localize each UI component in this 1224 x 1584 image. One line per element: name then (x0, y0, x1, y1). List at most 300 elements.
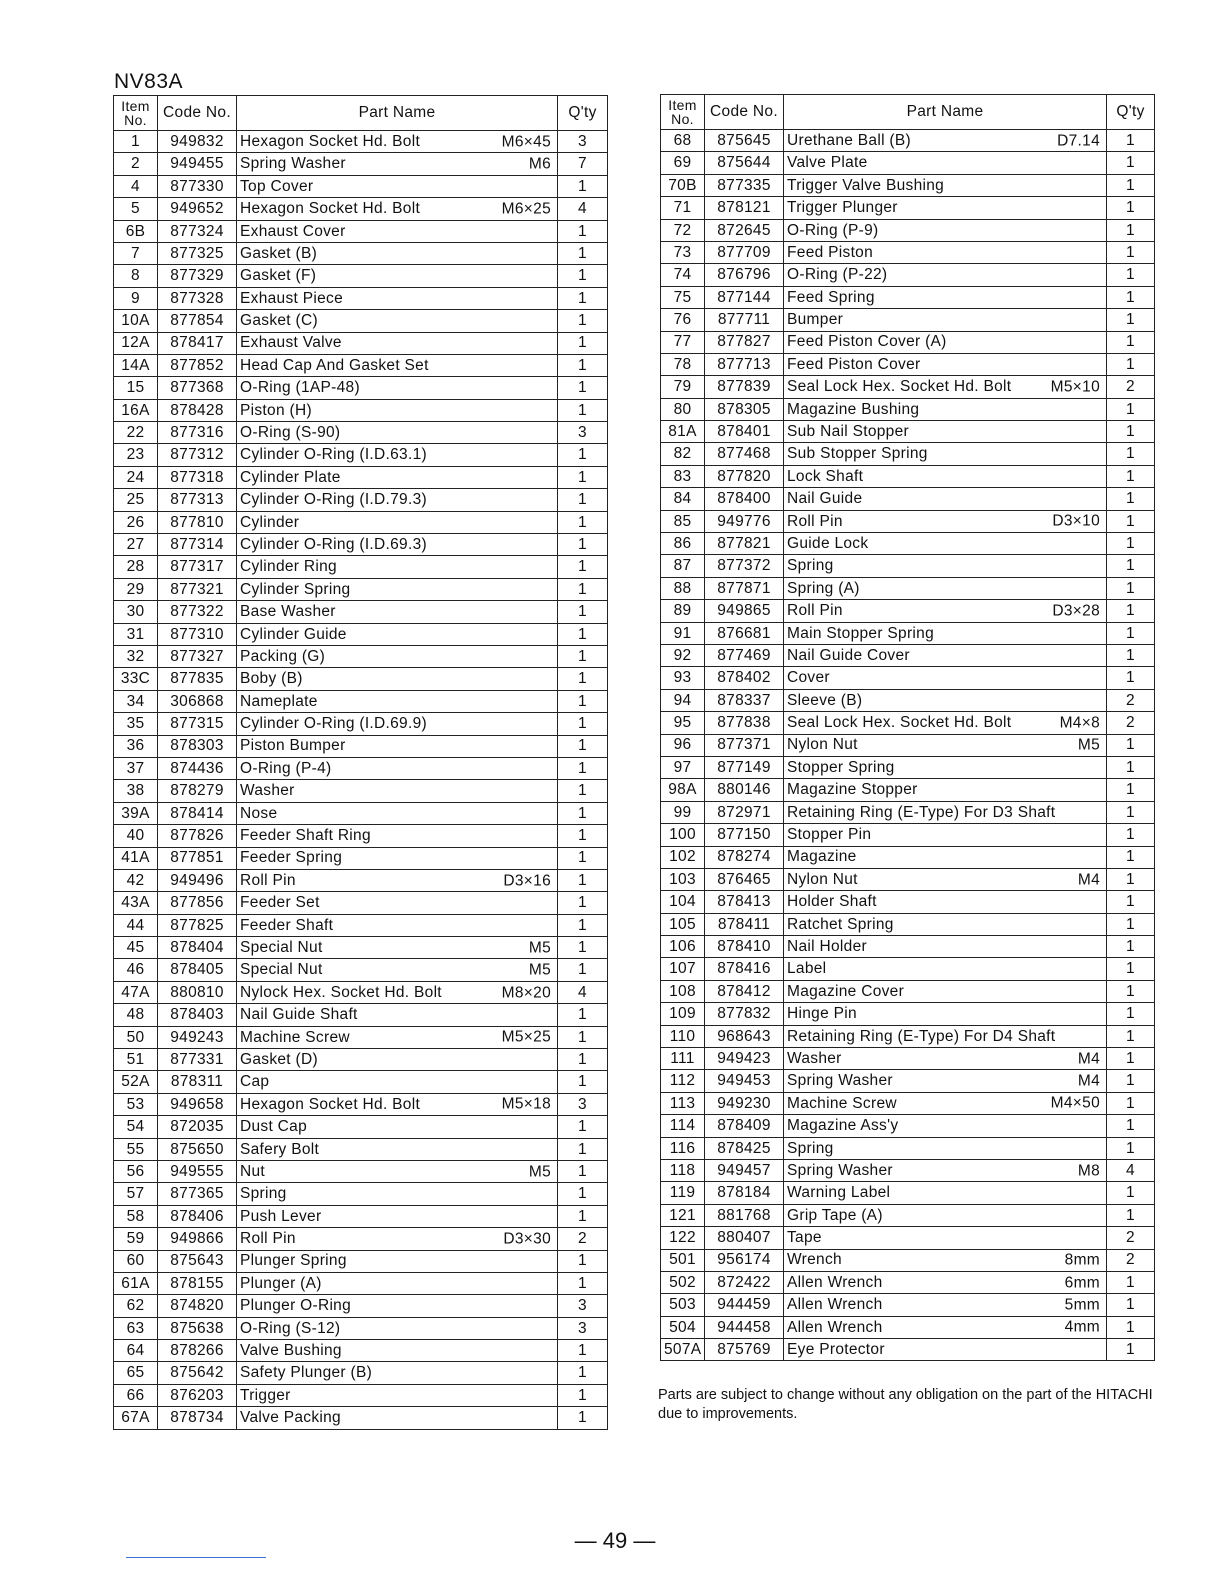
part-name-cell (237, 735, 558, 757)
table-row (661, 1271, 1155, 1293)
code-no: 877835 (158, 668, 237, 690)
table-row (661, 712, 1155, 734)
quantity: 1 (558, 690, 608, 712)
part-name: Plunger O-Ring (240, 1297, 352, 1315)
qty-header: Q'ty (1107, 95, 1155, 130)
item-no: 116 (661, 1137, 705, 1159)
part-name: Trigger (240, 1386, 291, 1404)
part-name: Magazine Bushing (787, 400, 920, 418)
table-row (114, 601, 608, 623)
part-spec: D7.14 (1057, 131, 1100, 149)
table-row (114, 847, 608, 869)
quantity: 1 (558, 847, 608, 869)
part-name-cell (237, 802, 558, 824)
part-name: Spring (787, 557, 834, 575)
code-no: 877709 (705, 241, 784, 263)
table-row (114, 713, 608, 735)
quantity: 1 (1107, 980, 1155, 1002)
table-row (114, 757, 608, 779)
code-no: 877314 (158, 534, 237, 556)
part-name-cell (237, 511, 558, 533)
code-no: 944459 (705, 1294, 784, 1316)
part-name-cell (237, 1183, 558, 1205)
part-name: Washer (787, 1049, 842, 1067)
item-no: 113 (661, 1092, 705, 1114)
code-no: 878409 (705, 1115, 784, 1137)
part-name: Safery Bolt (240, 1140, 320, 1158)
table-row (114, 332, 608, 354)
code-no: 874820 (158, 1295, 237, 1317)
table-row (661, 734, 1155, 756)
code-no: 877331 (158, 1049, 237, 1071)
item-no: 106 (661, 936, 705, 958)
part-spec: M5×25 (501, 1028, 551, 1046)
part-name: Cap (240, 1073, 270, 1091)
part-name: Label (787, 960, 827, 978)
part-name: Gasket (B) (240, 244, 318, 262)
part-name-cell (237, 310, 558, 332)
part-name: Nail Holder (787, 938, 867, 955)
table-row (114, 466, 608, 488)
quantity: 1 (558, 802, 608, 824)
quantity: 1 (1107, 824, 1155, 846)
item-no: 24 (114, 466, 158, 488)
part-name: Machine Screw (787, 1094, 897, 1112)
item-no: 118 (661, 1159, 705, 1181)
item-no-header: Item No. (661, 95, 705, 130)
code-no-header: Code No. (705, 95, 784, 130)
item-no: 87 (661, 555, 705, 577)
table-row (114, 914, 608, 936)
part-name: Plunger (A) (240, 1274, 322, 1292)
part-name: Sub Nail Stopper (787, 423, 909, 441)
part-name: Packing (G) (240, 647, 326, 665)
part-name: Sleeve (B) (787, 691, 863, 709)
part-name-cell (237, 1340, 558, 1362)
part-name-cell (237, 153, 558, 175)
code-no: 878279 (158, 780, 237, 802)
item-no: 33C (114, 668, 158, 690)
part-name-cell (237, 645, 558, 667)
part-name: Cylinder Guide (240, 625, 347, 643)
part-name-cell (784, 421, 1107, 443)
table-row (661, 1003, 1155, 1025)
item-no: 80 (661, 398, 705, 420)
table-row (114, 937, 608, 959)
quantity: 1 (1107, 667, 1155, 689)
table-row (661, 1204, 1155, 1226)
code-no: 877821 (705, 533, 784, 555)
quantity: 1 (558, 1250, 608, 1272)
table-row (661, 1048, 1155, 1070)
table-row (114, 578, 608, 600)
code-no: 876796 (705, 264, 784, 286)
part-name: Magazine Stopper (787, 781, 918, 799)
item-no: 6B (114, 220, 158, 242)
table-row (661, 152, 1155, 174)
part-name: Eye Protector (787, 1341, 885, 1359)
quantity: 3 (558, 1317, 608, 1339)
table-row (114, 690, 608, 712)
quantity: 1 (558, 713, 608, 735)
part-name: Nose (240, 804, 278, 822)
quantity: 2 (558, 1228, 608, 1250)
code-no: 877328 (158, 287, 237, 309)
code-no: 878402 (705, 667, 784, 689)
quantity: 1 (558, 556, 608, 578)
part-name: O-Ring (P-4) (240, 759, 332, 777)
item-no: 36 (114, 735, 158, 757)
table-row (114, 354, 608, 376)
quantity: 1 (558, 399, 608, 421)
part-name-cell (237, 422, 558, 444)
table-row (114, 802, 608, 824)
quantity: 1 (558, 466, 608, 488)
part-name-cell (784, 1271, 1107, 1293)
part-name: Feed Piston (787, 243, 874, 261)
part-name: Roll Pin (240, 871, 296, 889)
part-name: Urethane Ball (B) (787, 131, 911, 149)
item-no: 47A (114, 981, 158, 1003)
quantity: 1 (1107, 600, 1155, 622)
quantity: 1 (1107, 465, 1155, 487)
code-no: 877330 (158, 175, 237, 197)
part-name-cell (784, 286, 1107, 308)
quantity: 1 (1107, 421, 1155, 443)
item-no: 78 (661, 353, 705, 375)
code-no: 880146 (705, 779, 784, 801)
quantity: 1 (1107, 1025, 1155, 1047)
part-name-cell (784, 891, 1107, 913)
quantity: 1 (558, 310, 608, 332)
item-no: 109 (661, 1003, 705, 1025)
part-name: Spring (A) (787, 579, 860, 597)
item-no: 50 (114, 1026, 158, 1048)
item-no: 122 (661, 1227, 705, 1249)
part-name: Main Stopper Spring (787, 624, 935, 642)
table-row (114, 645, 608, 667)
item-no: 8 (114, 265, 158, 287)
item-no: 111 (661, 1048, 705, 1070)
table-row (661, 667, 1155, 689)
item-no: 77 (661, 331, 705, 353)
item-no: 107 (661, 958, 705, 980)
item-no: 38 (114, 780, 158, 802)
part-name-cell (784, 309, 1107, 331)
part-name: Stopper Spring (787, 758, 895, 776)
table-row (661, 779, 1155, 801)
part-spec: D3×30 (503, 1230, 551, 1248)
quantity: 1 (558, 444, 608, 466)
item-no: 105 (661, 913, 705, 935)
code-no: 877852 (158, 354, 237, 376)
code-no: 877832 (705, 1003, 784, 1025)
quantity: 1 (558, 175, 608, 197)
item-no: 25 (114, 489, 158, 511)
part-name: Magazine Ass'y (787, 1117, 899, 1135)
part-name-cell (237, 1205, 558, 1227)
table-row (114, 1205, 608, 1227)
part-name: Feeder Set (240, 894, 320, 912)
part-name-cell (784, 1182, 1107, 1204)
code-no: 877324 (158, 220, 237, 242)
table-row (661, 936, 1155, 958)
part-name: Base Washer (240, 603, 336, 621)
part-name: Nylock Hex. Socket Hd. Bolt (240, 983, 442, 1001)
item-no: 10A (114, 310, 158, 332)
code-no: 944458 (705, 1316, 784, 1338)
quantity: 1 (1107, 398, 1155, 420)
part-name: Hexagon Socket Hd. Bolt (240, 132, 421, 150)
part-name: Tape (787, 1229, 822, 1247)
part-name: Hinge Pin (787, 1005, 857, 1023)
table-row (114, 668, 608, 690)
table-row (661, 1115, 1155, 1137)
quantity: 1 (558, 735, 608, 757)
table-row (661, 1092, 1155, 1114)
part-name-cell (784, 1092, 1107, 1114)
parts-table-right-body (661, 130, 1155, 1361)
item-no: 29 (114, 578, 158, 600)
part-name-cell (237, 601, 558, 623)
quantity: 1 (1107, 1070, 1155, 1092)
code-no: 877310 (158, 623, 237, 645)
part-name: Stopper Pin (787, 826, 872, 844)
part-name-cell (237, 937, 558, 959)
item-no: 504 (661, 1316, 705, 1338)
part-spec: 6mm (1064, 1273, 1100, 1291)
part-name-cell (784, 779, 1107, 801)
part-name: Boby (B) (240, 670, 303, 688)
item-no: 99 (661, 801, 705, 823)
code-no: 949832 (158, 131, 237, 153)
item-no: 88 (661, 577, 705, 599)
part-name: Special Nut (240, 939, 323, 956)
quantity: 1 (558, 780, 608, 802)
part-name-cell (237, 265, 558, 287)
item-no: 32 (114, 645, 158, 667)
part-name: Cylinder Ring (240, 558, 337, 576)
code-no: 878274 (705, 846, 784, 868)
part-name: Seal Lock Hex. Socket Hd. Bolt (787, 378, 1012, 396)
code-no: 949455 (158, 153, 237, 175)
part-name: Push Lever (240, 1207, 322, 1225)
item-no: 110 (661, 1025, 705, 1047)
quantity: 1 (1107, 1048, 1155, 1070)
part-spec: M8 (1077, 1161, 1100, 1179)
code-no: 949243 (158, 1026, 237, 1048)
part-name: Guide Lock (787, 534, 869, 552)
table-row (114, 1116, 608, 1138)
part-name-header: Part Name (237, 96, 558, 131)
item-no: 102 (661, 846, 705, 868)
part-name: Cylinder O-Ring (I.D.69.3) (240, 535, 427, 553)
quantity: 1 (558, 1026, 608, 1048)
code-no: 968643 (705, 1025, 784, 1047)
part-name: O-Ring (S-12) (240, 1319, 341, 1337)
code-no: 878405 (158, 959, 237, 981)
code-no: 880407 (705, 1227, 784, 1249)
table-row (114, 220, 608, 242)
code-no: 878425 (705, 1137, 784, 1159)
part-spec: M5 (1077, 736, 1100, 754)
part-name: Machine Screw (240, 1028, 350, 1046)
part-name: Feed Spring (787, 288, 875, 306)
part-name-cell (237, 892, 558, 914)
code-no: 877825 (158, 914, 237, 936)
table-row (661, 1249, 1155, 1271)
quantity: 1 (558, 1183, 608, 1205)
part-name-cell (784, 152, 1107, 174)
part-name: Holder Shaft (787, 893, 877, 911)
part-name: O-Ring (P-9) (787, 221, 879, 239)
quantity: 1 (1107, 936, 1155, 958)
item-no: 83 (661, 465, 705, 487)
code-no: 877368 (158, 377, 237, 399)
quantity: 2 (1107, 689, 1155, 711)
item-no: 74 (661, 264, 705, 286)
quantity: 1 (1107, 1003, 1155, 1025)
part-name: Plunger Spring (240, 1252, 347, 1270)
part-name: Retaining Ring (E-Type) For D4 Shaft (787, 1027, 1056, 1045)
item-no: 108 (661, 980, 705, 1002)
code-no: 877150 (705, 824, 784, 846)
part-name: Cylinder O-Ring (I.D.69.9) (240, 715, 427, 733)
part-name-cell (784, 734, 1107, 756)
part-name-cell (237, 959, 558, 981)
table-row (661, 264, 1155, 286)
quantity: 1 (558, 1138, 608, 1160)
quantity: 1 (558, 1116, 608, 1138)
part-spec: M4 (1077, 1072, 1100, 1090)
table-row (661, 510, 1155, 532)
part-spec: M5 (528, 961, 551, 979)
item-no: 26 (114, 511, 158, 533)
quantity: 1 (1107, 1204, 1155, 1226)
part-name: Cylinder O-Ring (I.D.79.3) (240, 491, 427, 509)
item-no-header: Item No. (114, 96, 158, 131)
item-no: 56 (114, 1160, 158, 1182)
item-no: 16A (114, 399, 158, 421)
part-name: O-Ring (S-90) (240, 424, 341, 442)
table-row (114, 444, 608, 466)
part-name: Nail Guide Shaft (240, 1006, 358, 1024)
quantity: 1 (1107, 1182, 1155, 1204)
part-name-cell (784, 465, 1107, 487)
part-name-cell (784, 353, 1107, 375)
part-spec: M4 (1077, 1049, 1100, 1067)
code-no: 949230 (705, 1092, 784, 1114)
quantity: 1 (558, 489, 608, 511)
item-no: 91 (661, 622, 705, 644)
table-row (114, 959, 608, 981)
code-no: 875642 (158, 1362, 237, 1384)
footer-link-underline (126, 1557, 266, 1558)
part-name: Valve Bushing (240, 1342, 342, 1360)
item-no: 55 (114, 1138, 158, 1160)
quantity: 1 (1107, 1316, 1155, 1338)
item-no: 84 (661, 488, 705, 510)
item-no: 43A (114, 892, 158, 914)
item-no: 63 (114, 1317, 158, 1339)
part-name: Feed Piston Cover (A) (787, 333, 947, 351)
quantity: 4 (1107, 1159, 1155, 1181)
item-no: 93 (661, 667, 705, 689)
part-name-cell (237, 198, 558, 220)
part-name-cell (784, 376, 1107, 398)
part-spec: M6×45 (501, 132, 551, 150)
quantity: 1 (1107, 891, 1155, 913)
table-row (661, 1294, 1155, 1316)
part-name-cell (784, 958, 1107, 980)
part-name: Nail Guide (787, 490, 863, 508)
part-name-cell (237, 1250, 558, 1272)
part-name: Exhaust Cover (240, 222, 346, 240)
table-row (661, 331, 1155, 353)
table-row (114, 1317, 608, 1339)
quantity: 3 (558, 1093, 608, 1115)
parts-table-left-body (114, 131, 608, 1430)
item-no: 79 (661, 376, 705, 398)
quantity: 1 (1107, 443, 1155, 465)
code-no: 875644 (705, 152, 784, 174)
part-spec: 4mm (1064, 1318, 1100, 1336)
code-no-header: Code No. (158, 96, 237, 131)
part-name: Exhaust Piece (240, 289, 343, 307)
table-row (661, 421, 1155, 443)
quantity: 1 (558, 1004, 608, 1026)
table-row (114, 869, 608, 891)
part-name: Roll Pin (787, 512, 843, 530)
part-name-cell (237, 1384, 558, 1406)
item-no: 44 (114, 914, 158, 936)
item-no: 37 (114, 757, 158, 779)
quantity: 1 (558, 668, 608, 690)
part-name: Valve Packing (240, 1409, 341, 1427)
item-no: 119 (661, 1182, 705, 1204)
part-spec: D3×28 (1052, 602, 1100, 620)
item-no: 48 (114, 1004, 158, 1026)
part-name: Top Cover (240, 177, 314, 195)
part-name-cell (784, 1204, 1107, 1226)
code-no: 878410 (705, 936, 784, 958)
code-no: 881768 (705, 1204, 784, 1226)
code-no: 877325 (158, 242, 237, 264)
item-no: 501 (661, 1249, 705, 1271)
table-row (114, 556, 608, 578)
part-name-cell (237, 377, 558, 399)
part-name-cell (237, 757, 558, 779)
model-title: NV83A (114, 70, 184, 93)
code-no: 877469 (705, 644, 784, 666)
part-name: Trigger Plunger (787, 199, 898, 217)
part-name-cell (237, 713, 558, 735)
part-name: Magazine Cover (787, 982, 905, 1000)
table-row (114, 623, 608, 645)
code-no: 872035 (158, 1116, 237, 1138)
quantity: 1 (558, 242, 608, 264)
item-no: 12A (114, 332, 158, 354)
part-name-cell (237, 1138, 558, 1160)
part-name-cell (784, 1159, 1107, 1181)
quantity: 1 (1107, 555, 1155, 577)
quantity: 1 (558, 914, 608, 936)
part-name-cell (784, 555, 1107, 577)
table-row (661, 958, 1155, 980)
part-name: Piston (H) (240, 401, 312, 419)
table-row (661, 174, 1155, 196)
part-name: Allen Wrench (787, 1296, 883, 1314)
